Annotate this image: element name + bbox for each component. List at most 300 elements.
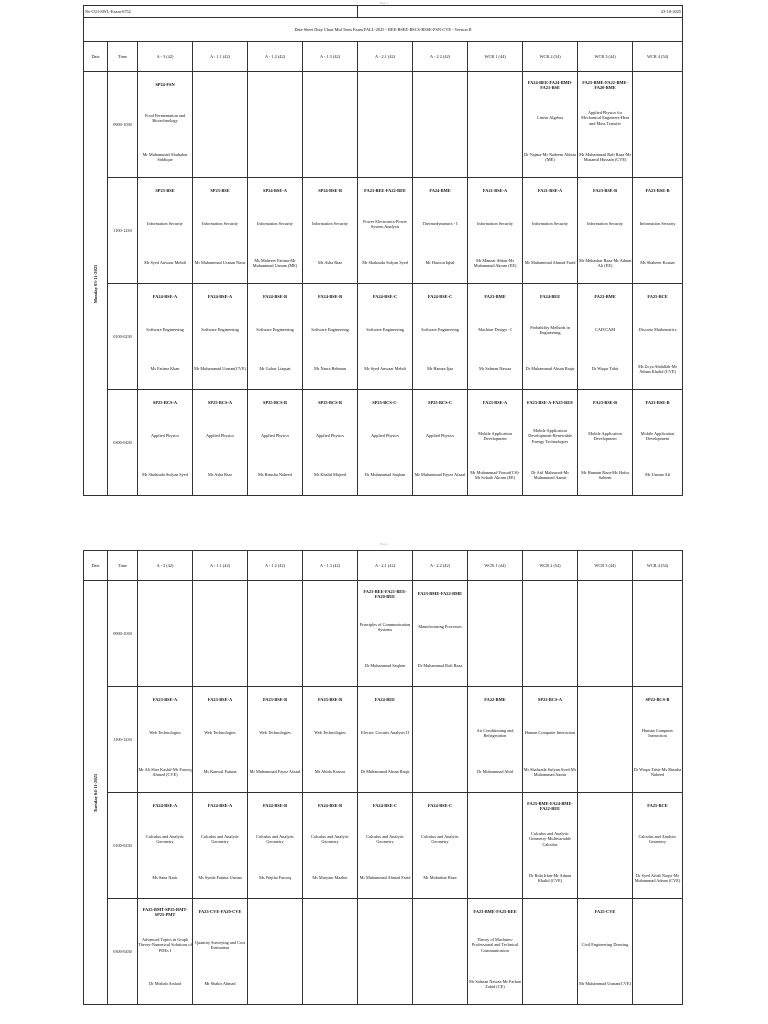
course-name: Information Security <box>639 221 676 227</box>
class-group: FA21-BSE-A <box>482 188 508 194</box>
exam-cell-content <box>358 390 412 495</box>
day-date <box>84 581 108 1005</box>
exam-cell <box>523 178 578 284</box>
invigilator-name: Mr Muhammad Usman(CVE) <box>194 366 246 372</box>
exam-cell <box>193 581 248 687</box>
exam-cell <box>358 178 413 284</box>
invigilator-name: Mr Salman Nawaz-Mr Farhan Zahid (CE) <box>469 978 521 989</box>
class-group: FA23-BME <box>484 294 506 300</box>
exam-cell <box>633 178 683 284</box>
column-header: A - 1.3 (42) <box>303 551 358 581</box>
course-name <box>578 819 632 859</box>
exam-cell-content <box>248 581 302 686</box>
exam-cell <box>193 178 248 284</box>
exam-cell-content <box>248 72 302 177</box>
course-name: Web Technologies <box>314 730 346 736</box>
exam-cell <box>578 390 633 496</box>
exam-cell <box>523 581 578 687</box>
header-row <box>84 6 683 18</box>
course-name: Air Conditioning and Refrigeration <box>476 727 514 738</box>
course-name <box>633 925 682 965</box>
invigilator-name: Ms Syeda Fatima Usman <box>198 875 242 881</box>
class-group: FA24-BSE-B <box>318 294 343 300</box>
column-header: WCR 2 (54) <box>523 42 578 72</box>
class-group <box>358 72 412 98</box>
date-sheet-table <box>83 550 683 1005</box>
class-group: FA23-BME-FA25-REE <box>473 909 517 915</box>
class-group <box>248 899 302 925</box>
class-group <box>468 581 522 607</box>
course-name <box>523 607 577 647</box>
exam-cell-content <box>303 687 357 792</box>
day-date-label: Tuesday 04-11-2025 <box>92 773 98 812</box>
exam-cell-content <box>303 390 357 495</box>
invigilator-name: Dr Muhammad Ahsan Raqir <box>360 769 410 775</box>
exam-cell-content <box>578 390 632 495</box>
exam-cell <box>138 72 193 178</box>
exam-cell <box>303 284 358 390</box>
course-name <box>633 607 682 647</box>
exam-cell-content <box>633 793 682 898</box>
class-group: FA25-BCE <box>647 803 668 809</box>
invigilator-name <box>248 138 302 176</box>
column-header: A - 1.3 (42) <box>303 42 358 72</box>
exam-cell-content <box>138 72 192 177</box>
course-name: Software Engineering <box>366 327 404 333</box>
class-group: FA24-BEE <box>539 294 561 300</box>
exam-cell <box>248 793 303 899</box>
invigilator-name: Mr Muhammad Usman(CVE) <box>579 981 631 987</box>
class-group: FA23-BEE-FA22-BEE <box>364 188 406 194</box>
sheet-title: Date Sheet Duty Chart Mid Term Exam FALL-2025 - REE-BSEE-BSCS-BSSE-FSN-CVE - Version II <box>84 18 683 42</box>
course-name: Advanced Topics in Graph Theory-Numerical Solutions of PDEs I <box>138 936 192 953</box>
exam-cell <box>138 793 193 899</box>
course-name: Calculus and Analytic Geometry <box>146 833 184 844</box>
invigilator-name <box>413 965 467 1003</box>
course-name: Calculus and Analytic Geometry <box>421 833 459 844</box>
exam-cell-content <box>303 284 357 389</box>
duty-chart-page-1 <box>83 5 682 496</box>
exam-cell-content <box>358 581 412 686</box>
column-header: WCR 4 (54) <box>633 42 683 72</box>
course-name: Information Security <box>147 221 183 227</box>
exam-cell-content <box>193 178 247 283</box>
slot-time: 0900-1030 <box>108 581 138 687</box>
exam-cell-content <box>468 284 522 389</box>
class-group: FA23-BME-FA22-BME <box>417 591 463 597</box>
invigilator-name: Dr Waqar Tahir <box>591 366 619 372</box>
invigilator-name: Mr Mubashar Raza <box>423 875 457 881</box>
exam-cell <box>468 178 523 284</box>
slot-time: 0300-0430 <box>108 899 138 1005</box>
course-name: Information Security <box>202 221 238 227</box>
course-name: Information Security <box>532 221 569 227</box>
exam-cell <box>303 72 358 178</box>
exam-cell-content <box>248 793 302 898</box>
invigilator-name: Mr Muhammad Rafi Raza-Mr Musamil Hussain (CVE) <box>579 151 632 162</box>
class-group: FA24-BSE-C <box>372 294 398 300</box>
exam-cell-content <box>358 793 412 898</box>
class-group <box>358 899 412 925</box>
exam-cell <box>413 581 468 687</box>
course-name <box>358 925 412 965</box>
invigilator-name <box>578 753 632 791</box>
class-group <box>578 793 632 819</box>
exam-cell-content <box>413 284 467 389</box>
exam-cell <box>633 390 683 496</box>
slot-time: 0300-0430 <box>108 390 138 496</box>
invigilator-name: Mr Shahzada Sufyan Syed <box>142 472 188 478</box>
course-name: Probability Methods in Engineering <box>530 324 570 335</box>
course-name: Information Security <box>587 221 624 227</box>
exam-cell <box>578 793 633 899</box>
class-group: FA24-BSE-A <box>152 294 178 300</box>
exam-cell-content <box>633 72 682 177</box>
course-name <box>303 98 357 138</box>
issue-date: 23-10-2025 <box>358 6 683 18</box>
class-group <box>578 687 632 713</box>
invigilator-name <box>358 138 412 176</box>
exam-cell <box>413 687 468 793</box>
invigilator-name: Dr Muhammad Saqlain <box>364 663 406 669</box>
invigilator-name: Dr Rida Irfan-Mr Adnan Khalid (CVE) <box>528 872 572 883</box>
course-name: Discrete Mathematics <box>638 327 677 333</box>
class-group: SP22-BCS-A <box>537 697 563 703</box>
exam-cell <box>413 72 468 178</box>
exam-cell-content <box>633 581 682 686</box>
exam-cell-content <box>358 178 412 283</box>
exam-cell <box>303 793 358 899</box>
exam-cell <box>633 687 683 793</box>
exam-cell <box>578 284 633 390</box>
exam-cell-content <box>193 793 247 898</box>
invigilator-name <box>248 647 302 685</box>
course-name: CAD/CAM <box>595 327 616 333</box>
column-header: Date <box>84 551 108 581</box>
exam-cell <box>578 687 633 793</box>
course-name <box>303 607 357 647</box>
invigilator-name: Ms Fatima Khan <box>150 366 180 372</box>
exam-cell-content <box>523 581 577 686</box>
invigilator-name: Mr Hamain Raza-Ms Hafsa Saleem <box>581 469 629 480</box>
class-group <box>138 581 192 607</box>
invigilator-name: Ms Abida Kousar <box>314 769 346 775</box>
slot-time: 1100-1230 <box>108 687 138 793</box>
exam-cell-content <box>523 687 577 792</box>
class-group: FA23-CVE-FA20-CVE <box>198 909 242 915</box>
invigilator-name: Ms Kanwal Fatima <box>203 769 237 775</box>
exam-cell <box>303 687 358 793</box>
course-name <box>248 925 302 965</box>
exam-cell-content <box>523 72 577 177</box>
column-header: A - 2.1 (42) <box>358 42 413 72</box>
course-name: Software Engineering <box>311 327 349 333</box>
invigilator-name <box>193 647 247 685</box>
class-group: FA23-BSE-B <box>645 400 670 406</box>
class-group: FA24-BSE-C <box>427 803 453 809</box>
invigilator-name: Ms Asha Riaz <box>207 472 233 478</box>
column-header: A - 1.1 (42) <box>193 42 248 72</box>
exam-cell-content <box>578 284 632 389</box>
page-number-1: Page 1 <box>379 1 389 5</box>
exam-cell <box>358 793 413 899</box>
day-date <box>84 72 108 496</box>
invigilator-name: Dr Muhammad Rafi Raza <box>417 663 463 669</box>
time-slot-row <box>84 793 683 899</box>
class-group: SP25-BCS-C- <box>372 400 398 406</box>
invigilator-name: Dr Syed Aftab Naqvi-Mr Muhammad Adnan (CVE) <box>634 872 681 883</box>
invigilator-name: Ms Maryam Mazher <box>312 875 348 881</box>
exam-cell-content <box>193 390 247 495</box>
invigilator-name: Mr Shahzada Sufyan Syed <box>362 260 408 266</box>
class-group: FA25-BME-FA22-BME-FA20-BME <box>582 79 628 90</box>
exam-cell-content <box>633 284 682 389</box>
column-header: WCR 4 (54) <box>633 551 683 581</box>
exam-cell-content <box>138 899 192 1004</box>
exam-cell <box>413 178 468 284</box>
invigilator-name <box>138 647 192 685</box>
exam-cell-content <box>468 72 522 177</box>
class-group: FA25-BMT-SP25-RMT-SP25-PMT <box>142 906 188 917</box>
exam-cell-content <box>193 284 247 389</box>
column-header: A - 1.2 (42) <box>248 551 303 581</box>
course-name <box>468 819 522 859</box>
exam-cell-content <box>413 793 467 898</box>
course-name <box>248 607 302 647</box>
course-name: Applied Physics <box>205 433 235 439</box>
invigilator-name: Mr Muhammad Abubakar Siddique <box>142 151 188 162</box>
exam-cell <box>633 793 683 899</box>
exam-cell <box>413 793 468 899</box>
column-header-row <box>84 42 683 72</box>
exam-cell <box>523 72 578 178</box>
course-name: Thermodynamics - I <box>422 221 458 227</box>
exam-cell-content <box>413 899 467 1004</box>
invigilator-name: Mr Syed Anwaar Mehdi <box>364 366 406 372</box>
course-name: Calculus and Analytic Geometry <box>638 833 677 844</box>
course-name <box>303 925 357 965</box>
column-header: A - 3 (42) <box>138 42 193 72</box>
course-name: Information Security <box>477 221 514 227</box>
exam-cell-content <box>578 178 632 283</box>
course-name: Web Technologies <box>204 730 236 736</box>
exam-cell <box>578 899 633 1005</box>
class-group <box>303 899 357 925</box>
slot-time: 0100-0230 <box>108 284 138 390</box>
course-name: Information Security <box>312 221 348 227</box>
course-name <box>413 925 467 965</box>
invigilator-name: Mr Muhammad Fayez Afzaal <box>249 769 301 775</box>
class-group: FA24-BSE-A <box>207 803 233 809</box>
invigilator-name <box>303 138 357 176</box>
exam-cell-content <box>468 581 522 686</box>
class-group: FA25-BCE <box>647 294 668 300</box>
exam-cell <box>248 390 303 496</box>
invigilator-name: Ms Shaheen Kousar <box>640 260 675 266</box>
exam-cell <box>633 899 683 1005</box>
course-name: Theory of Machines-Professional and Technical Communication <box>471 936 519 953</box>
invigilator-name <box>633 965 682 1003</box>
exam-cell-content <box>303 899 357 1004</box>
invigilator-name: Mr Muhammad Ahmad Farid <box>524 260 576 266</box>
invigilator-name: Mr Nasra Rehman <box>314 366 346 372</box>
invigilator-name <box>578 859 632 897</box>
exam-cell-content <box>248 284 302 389</box>
exam-cell <box>193 899 248 1005</box>
class-group: FA24-BME <box>429 188 451 194</box>
course-name: Applied Physics for Mechanical Engineers-Heat and Mass Transfer <box>581 109 629 126</box>
course-name: Calculus and Analytic Geometry <box>311 833 349 844</box>
exam-cell <box>578 581 633 687</box>
exam-cell <box>248 72 303 178</box>
exam-cell <box>193 72 248 178</box>
exam-cell-content <box>468 178 522 283</box>
course-name: Power Electronics-Power System Analysis <box>363 218 407 229</box>
time-slot-row <box>84 687 683 793</box>
invigilator-name <box>303 647 357 685</box>
exam-cell-content <box>303 793 357 898</box>
time-slot-row <box>84 72 683 178</box>
exam-cell <box>248 178 303 284</box>
column-header: A - 3 (42) <box>138 551 193 581</box>
class-group <box>468 72 522 98</box>
exam-cell <box>468 581 523 687</box>
exam-cell-content <box>138 178 192 283</box>
invigilator-name: Ms Sana Nasir <box>152 875 178 881</box>
class-group <box>523 899 577 925</box>
course-name: Linear Algebra <box>537 115 564 121</box>
invigilator-name: Dr Muhammad Ahsan Raqir <box>525 366 575 372</box>
course-name: Mobile Application Development <box>478 430 512 441</box>
exam-cell-content <box>633 687 682 792</box>
exam-cell <box>193 284 248 390</box>
class-group <box>193 72 247 98</box>
invigilator-name <box>633 138 682 176</box>
class-group: FA24-BSE-B <box>262 803 288 809</box>
exam-cell-content <box>303 178 357 283</box>
exam-cell <box>248 899 303 1005</box>
column-header: A - 2.2 (42) <box>413 42 468 72</box>
class-group: FA23-BSE-B <box>593 400 618 406</box>
class-group: SP25-BCS-C <box>428 400 453 406</box>
course-name: Applied Physics <box>260 433 290 439</box>
class-group <box>248 581 302 607</box>
invigilator-name <box>468 859 522 897</box>
invigilator-name: Ms Maheeer Fatima-Mr Muhammad Usman (ME) <box>252 257 298 268</box>
course-name: Information Security <box>257 221 293 227</box>
exam-cell <box>303 390 358 496</box>
class-group: FA22-BME <box>594 294 616 300</box>
class-group <box>413 687 467 713</box>
class-group: FA24-BSE-C <box>427 294 453 300</box>
course-name: Calculus and Analytic Geometry-Multivariable Calculus <box>529 830 571 847</box>
class-group: FA23-BSE-A <box>482 400 508 406</box>
class-group <box>578 581 632 607</box>
exam-cell <box>468 687 523 793</box>
exam-cell-content <box>358 687 412 792</box>
column-header-row <box>84 551 683 581</box>
exam-cell <box>413 284 468 390</box>
course-name: Human Computer Interaction <box>642 727 673 738</box>
class-group: FA24-BSE-A <box>207 294 233 300</box>
exam-cell <box>303 581 358 687</box>
column-header: WCR 1 (44) <box>468 42 523 72</box>
invigilator-name: Mr Muhammad Yousaf(CS)-Mr Sohaib Akram (EE) <box>470 469 520 480</box>
exam-cell-content <box>413 687 467 792</box>
class-group <box>303 581 357 607</box>
course-name: Mobile Application Development <box>588 430 622 441</box>
course-name: Software Engineering <box>146 327 184 333</box>
course-name: Mobile Application Development-Renewable Energy Technologies <box>528 427 572 444</box>
exam-cell <box>468 899 523 1005</box>
invigilator-name: Mr Syed Anwaar Mehdi <box>144 260 186 266</box>
class-group <box>633 581 682 607</box>
exam-cell <box>248 284 303 390</box>
exam-cell-content <box>468 793 522 898</box>
exam-cell-content <box>468 899 522 1004</box>
exam-cell-content <box>248 899 302 1004</box>
course-name: Software Engineering <box>256 327 294 333</box>
exam-cell-content <box>523 178 577 283</box>
exam-cell <box>468 390 523 496</box>
exam-cell-content <box>523 390 577 495</box>
course-name <box>193 98 247 138</box>
exam-cell <box>358 72 413 178</box>
exam-cell-content <box>138 687 192 792</box>
title-row <box>84 18 683 42</box>
class-group <box>468 793 522 819</box>
column-header: A - 2.2 (42) <box>413 551 468 581</box>
exam-cell <box>138 178 193 284</box>
course-name: Civil Engineering Drawing <box>581 942 629 948</box>
time-slot-row <box>84 390 683 496</box>
class-group: SP23-BSE <box>210 188 230 194</box>
course-name: Applied Physics <box>426 433 455 439</box>
exam-cell-content <box>578 899 632 1004</box>
invigilator-name: Mr Muhammad Fayez Afzaal <box>414 472 466 478</box>
exam-cell <box>358 687 413 793</box>
invigilator-name: Mr Salman Nawaz <box>478 366 512 372</box>
class-group: FA23-BSE-A <box>152 697 178 703</box>
class-group: FA23-BSE-B <box>262 697 288 703</box>
exam-cell-content <box>413 72 467 177</box>
invigilator-name <box>523 965 577 1003</box>
class-group: SP24-FSN <box>155 82 175 88</box>
class-group: SP24-BSE-B <box>318 188 342 194</box>
exam-cell-content <box>248 687 302 792</box>
slot-time: 0900-1030 <box>108 72 138 178</box>
course-name: Calculus and Analytic Geometry <box>201 833 239 844</box>
column-header: A - 1.1 (42) <box>193 551 248 581</box>
invigilator-name: Dr Atif Mahmood-Mr Muhammad Aamir <box>531 469 569 480</box>
course-name <box>578 607 632 647</box>
slot-time: 1100-1230 <box>108 178 138 284</box>
exam-cell <box>193 390 248 496</box>
exam-cell-content <box>578 687 632 792</box>
course-name: Quantity Surveying and Cost Estimation <box>194 939 245 950</box>
invigilator-name: Mr Khalid Majeed <box>314 472 347 478</box>
invigilator-name <box>248 965 302 1003</box>
class-group: FA23-BSE-B <box>317 697 343 703</box>
exam-cell <box>523 899 578 1005</box>
duty-chart-page-2 <box>83 550 682 1005</box>
class-group: FA21-BSE-A <box>537 188 563 194</box>
invigilator-name: Dr Muhammad Saqlain <box>364 472 406 478</box>
exam-cell <box>523 793 578 899</box>
exam-cell <box>633 72 683 178</box>
column-header: WCR 1 (44) <box>468 551 523 581</box>
class-group <box>413 899 467 925</box>
